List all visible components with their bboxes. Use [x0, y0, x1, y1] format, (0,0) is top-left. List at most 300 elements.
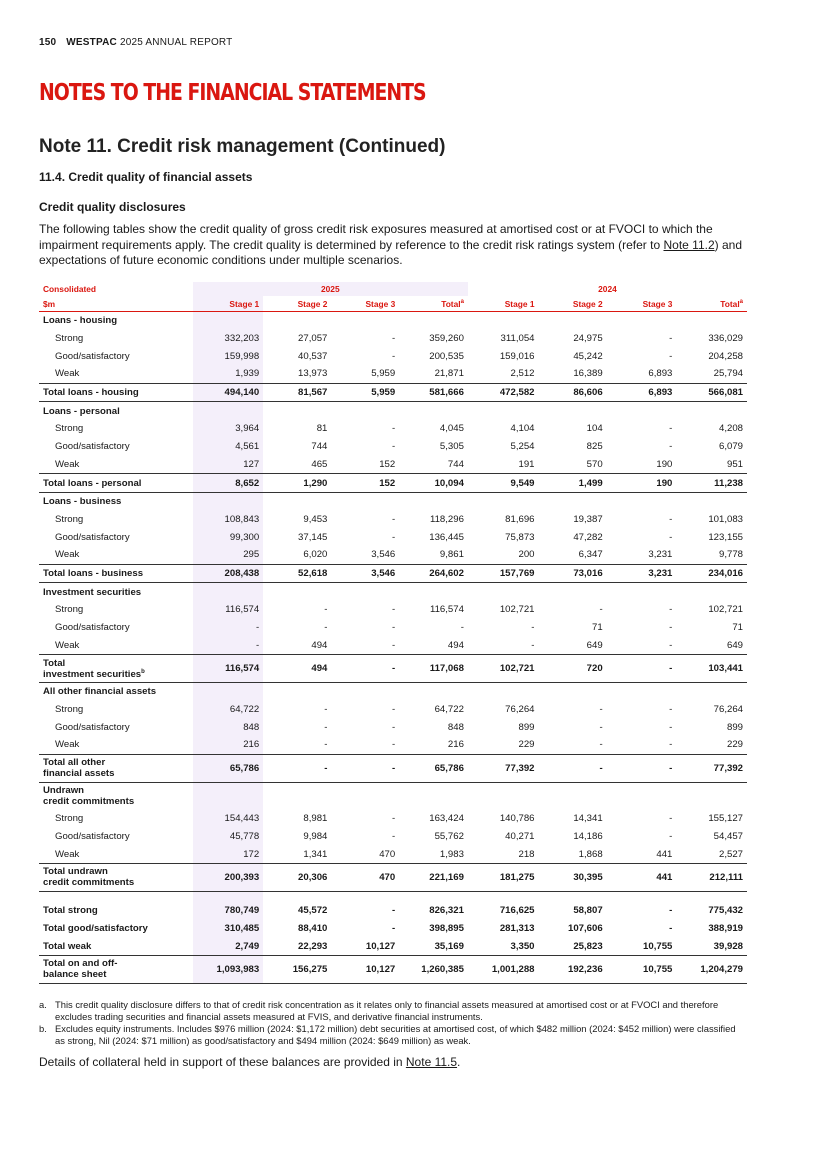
cell-value: - — [331, 754, 399, 782]
cell-value: 81,696 — [505, 513, 535, 525]
cell-value: - — [392, 423, 396, 435]
cell-value: - — [539, 754, 607, 782]
cell-value: 77,392 — [676, 754, 747, 782]
cell-value: 172 — [243, 848, 260, 860]
row-label: Weak — [55, 368, 80, 380]
cell-value: 5,959 — [331, 383, 399, 402]
table-row — [39, 420, 747, 438]
cell-value: 570 — [586, 458, 603, 470]
group-total-row — [39, 564, 747, 583]
cell-value: - — [669, 350, 673, 362]
cell-value: - — [392, 604, 396, 616]
details-paragraph: Details of collateral held in support of these balances are provided in Note 11.5. — [39, 1055, 461, 1069]
cell-value: 156,275 — [263, 955, 331, 983]
cell-value: 1,868 — [578, 848, 603, 860]
cell-value: 465 — [311, 458, 328, 470]
cell-value: 1,204,279 — [676, 955, 747, 983]
cell-value: 107,606 — [567, 922, 603, 934]
cell-value: 76,264 — [505, 704, 535, 716]
row-label: Good/satisfactory — [55, 350, 130, 362]
group-heading-row — [39, 583, 747, 601]
cell-value: 8,981 — [303, 813, 328, 825]
cell-value: 190 — [607, 474, 677, 493]
column-header: Stage 2 — [263, 296, 331, 312]
cell-value: 5,254 — [510, 441, 535, 453]
cell-value: 3,546 — [331, 564, 399, 583]
group-heading-row — [39, 492, 747, 510]
cell-value: 470 — [379, 848, 396, 860]
grand-total-label: Total strong — [43, 905, 98, 917]
cell-value: 6,347 — [578, 549, 603, 561]
cell-value: 81,567 — [263, 383, 331, 402]
total-label: Total loans - personal — [39, 474, 193, 493]
group-heading-row — [39, 683, 747, 701]
table-row — [39, 810, 747, 828]
cell-value: 159,016 — [499, 350, 535, 362]
row-label: Strong — [55, 704, 84, 716]
column-header: Stage 1 — [193, 296, 264, 312]
cell-value: 27,057 — [298, 333, 328, 345]
year-header-row — [39, 282, 747, 296]
cell-value: 581,666 — [399, 383, 468, 402]
cell-value: - — [599, 704, 603, 716]
column-header: Total$^a$ — [676, 296, 747, 312]
cell-value: 25,794 — [713, 368, 743, 380]
cell-value: - — [392, 441, 396, 453]
cell-value: - — [669, 604, 673, 616]
grand-total-row — [39, 902, 747, 920]
cell-value: 19,387 — [573, 513, 603, 525]
group-total-row — [39, 383, 747, 402]
cell-value: 152 — [379, 458, 396, 470]
column-header: Stage 1 — [468, 296, 539, 312]
cell-value: 155,127 — [708, 813, 743, 825]
cell-value: 234,016 — [676, 564, 747, 583]
cell-value: 116,574 — [193, 655, 264, 683]
cell-value: 5,959 — [371, 368, 396, 380]
cell-value: 5,305 — [439, 441, 464, 453]
table-row — [39, 528, 747, 546]
cell-value: - — [599, 739, 603, 751]
cell-value: 4,561 — [235, 441, 260, 453]
footnote — [39, 999, 747, 1022]
cell-value: 117,068 — [399, 655, 468, 683]
cell-value: 825 — [586, 441, 603, 453]
cell-value: 281,313 — [499, 922, 535, 934]
cell-value: 3,350 — [510, 940, 535, 952]
cell-value: 472,582 — [468, 383, 539, 402]
cell-value: 65,786 — [193, 754, 264, 782]
cell-value: 3,964 — [235, 423, 260, 435]
cell-value: 216 — [243, 739, 260, 751]
cell-value: 780,749 — [224, 905, 260, 917]
cell-value: - — [324, 704, 328, 716]
cell-value: 14,186 — [573, 830, 603, 842]
cell-value: 200 — [518, 549, 535, 561]
cell-value: 6,079 — [718, 441, 743, 453]
footnote-text: This credit quality disclosure differs to that of credit risk concentration as it relates only to financial assets measured at amortised cost or at FVOCI and therefore excludes trading securities and financial assets measured at FVIS, and derivative financial instruments. — [55, 999, 719, 1022]
cell-value: 775,432 — [708, 905, 743, 917]
cell-value: 45,778 — [229, 830, 260, 842]
cell-value: 152 — [331, 474, 399, 493]
cell-value: 1,093,983 — [193, 955, 264, 983]
cell-value: - — [331, 655, 399, 683]
table-row — [39, 718, 747, 736]
cell-value: 9,549 — [468, 474, 539, 493]
cell-value: - — [599, 604, 603, 616]
cell-value: 37,145 — [298, 531, 328, 543]
row-label: Weak — [55, 848, 80, 860]
cell-value: - — [392, 721, 396, 733]
cell-value: 20,306 — [263, 863, 331, 891]
cell-value: 359,260 — [429, 333, 464, 345]
cell-value: 58,807 — [573, 905, 603, 917]
grand-total-row — [39, 920, 747, 938]
row-label: Strong — [55, 423, 84, 435]
cell-value: 55,762 — [434, 830, 464, 842]
cell-value: - — [669, 739, 673, 751]
cell-value: - — [669, 622, 673, 634]
cell-value: 10,094 — [399, 474, 468, 493]
cell-value: 52,618 — [263, 564, 331, 583]
cell-value: 200,535 — [429, 350, 464, 362]
cell-value: - — [392, 622, 396, 634]
table-row — [39, 330, 747, 348]
cell-value: 899 — [726, 721, 743, 733]
cell-value: 10,755 — [643, 940, 673, 952]
cell-value: 9,861 — [439, 549, 464, 561]
cell-value: - — [256, 639, 260, 651]
cell-value: 229 — [518, 739, 535, 751]
table-row — [39, 456, 747, 474]
cell-value: 104 — [586, 423, 603, 435]
total-label: Total all other financial assets — [39, 754, 193, 782]
cell-value: 25,823 — [573, 940, 603, 952]
cell-value: 76,264 — [713, 704, 743, 716]
cell-value: 212,111 — [676, 863, 747, 891]
row-label: Strong — [55, 604, 84, 616]
cell-value: 71 — [732, 622, 743, 634]
cell-value: 140,786 — [499, 813, 535, 825]
cell-value: 163,424 — [429, 813, 464, 825]
cell-value: 75,873 — [505, 531, 535, 543]
cell-value: 102,721 — [499, 604, 535, 616]
cell-value: - — [392, 333, 396, 345]
group-heading: Undrawn credit commitments — [43, 785, 135, 808]
row-label: Weak — [55, 549, 80, 561]
group-total-row — [39, 863, 747, 891]
column-header: Stage 2 — [539, 296, 607, 312]
row-label: Weak — [55, 458, 80, 470]
cell-value: 494 — [311, 639, 328, 651]
cell-value: 229 — [726, 739, 743, 751]
cell-value: 192,236 — [539, 955, 607, 983]
cell-value: 21,871 — [434, 368, 464, 380]
cell-value: 398,895 — [429, 922, 464, 934]
footnote-marker: a. — [39, 999, 47, 1010]
cell-value: 9,453 — [303, 513, 328, 525]
footnotes — [39, 999, 747, 1047]
cell-value: 116,574 — [429, 604, 464, 616]
cell-value: 1,983 — [439, 848, 464, 860]
cell-value: 6,893 — [607, 383, 677, 402]
cell-value: 6,893 — [648, 368, 673, 380]
cell-value: - — [669, 333, 673, 345]
cell-value: 159,998 — [224, 350, 260, 362]
cell-value: 54,457 — [713, 830, 743, 842]
cell-value: 30,395 — [539, 863, 607, 891]
cell-value: 1,939 — [235, 368, 260, 380]
table-row — [39, 601, 747, 619]
table-row — [39, 701, 747, 719]
cell-value: - — [599, 721, 603, 733]
cell-value: 899 — [518, 721, 535, 733]
cell-value: 494 — [263, 655, 331, 683]
footnote-marker: a — [460, 298, 464, 305]
cell-value: 8,652 — [193, 474, 264, 493]
total-label: Total investment securities$^b$ — [39, 655, 193, 683]
cell-value: - — [531, 622, 535, 634]
note-11-5-link[interactable]: Note 11.5 — [405, 1055, 458, 1069]
total-label: Total undrawn credit commitments — [39, 863, 193, 891]
cell-value: - — [392, 905, 396, 917]
cell-value: - — [392, 813, 396, 825]
cell-value: 22,293 — [298, 940, 328, 952]
cell-value: 77,392 — [468, 754, 539, 782]
cell-value: 2,512 — [510, 368, 535, 380]
cell-value: 494 — [447, 639, 464, 651]
cell-value: 86,606 — [539, 383, 607, 402]
cell-value: 64,722 — [229, 704, 260, 716]
cell-value: 649 — [726, 639, 743, 651]
row-label: Strong — [55, 813, 84, 825]
cell-value: 470 — [331, 863, 399, 891]
cell-value: 1,260,385 — [399, 955, 468, 983]
entity-label: Consolidated — [43, 284, 97, 294]
cell-value: 102,721 — [468, 655, 539, 683]
cell-value: 311,054 — [500, 333, 535, 345]
footnote-text: Excludes equity instruments. Includes $976 million (2024: $1,172 million) debt securities at amortised cost, of which $482 million (2024: $452 million) were classified as strong, Nil (2024: $71 million) as good/satisfactory and $494 million (2024: $649 million) as weak. — [55, 1023, 736, 1046]
cell-value: - — [460, 622, 464, 634]
cell-value: - — [669, 922, 673, 934]
table-row — [39, 365, 747, 383]
page-number: 150 — [39, 37, 57, 48]
cell-value: 332,203 — [224, 333, 260, 345]
cell-value: 45,572 — [298, 905, 328, 917]
cell-value: - — [669, 531, 673, 543]
brand-name: WESTPAC — [66, 37, 117, 48]
year-current: 2025 — [320, 284, 340, 294]
cell-value: 136,445 — [429, 531, 464, 543]
cell-value: 744 — [311, 441, 328, 453]
table-row — [39, 828, 747, 846]
cell-value: 11,238 — [676, 474, 747, 493]
cell-value: 441 — [656, 848, 673, 860]
cell-value: 10,755 — [607, 955, 677, 983]
grand-total-label: Total good/satisfactory — [43, 922, 148, 934]
cell-value: 4,045 — [439, 423, 464, 435]
total-label: Total loans - business — [39, 564, 193, 583]
table-row — [39, 546, 747, 564]
column-header: Total$^a$ — [399, 296, 468, 312]
table-row — [39, 636, 747, 654]
group-total-row — [39, 754, 747, 782]
note-title: Note 11. Credit risk management (Continued) — [39, 136, 446, 157]
footnote-marker: b. — [39, 1023, 47, 1034]
cell-value: 951 — [726, 458, 743, 470]
cell-value: 494,140 — [193, 383, 264, 402]
cell-value: - — [324, 721, 328, 733]
group-heading: Loans - personal — [43, 405, 120, 417]
cell-value: - — [669, 639, 673, 651]
cell-value: 39,928 — [713, 940, 743, 952]
cell-value: 45,242 — [573, 350, 603, 362]
cell-value: - — [669, 721, 673, 733]
cell-value: - — [669, 830, 673, 842]
cell-value: 848 — [243, 721, 260, 733]
table-row — [39, 619, 747, 637]
cell-value: 310,485 — [224, 922, 260, 934]
cell-value: 848 — [447, 721, 464, 733]
cell-value: 826,321 — [429, 905, 464, 917]
cell-value: 744 — [447, 458, 464, 470]
cell-value: 81 — [316, 423, 328, 435]
cell-value: 2,527 — [718, 848, 743, 860]
cell-value: 388,919 — [708, 922, 743, 934]
cell-value: - — [392, 704, 396, 716]
final-total-row — [39, 955, 747, 983]
cell-value: - — [263, 754, 331, 782]
cell-value: - — [607, 655, 677, 683]
subheading: 11.4. Credit quality of financial assets — [39, 170, 253, 184]
cell-value: - — [324, 739, 328, 751]
grand-total-row — [39, 937, 747, 955]
footnote — [39, 1023, 747, 1046]
group-heading: Loans - housing — [43, 315, 118, 327]
cell-value: 64,722 — [434, 704, 464, 716]
cell-value: 99,300 — [229, 531, 260, 543]
cell-value: 295 — [243, 549, 260, 561]
cell-value: 336,029 — [708, 333, 743, 345]
cell-value: 157,769 — [468, 564, 539, 583]
cell-value: 116,574 — [225, 604, 260, 616]
row-label: Strong — [55, 513, 84, 525]
cell-value: 16,389 — [573, 368, 603, 380]
row-label: Good/satisfactory — [55, 721, 130, 733]
cell-value: - — [392, 639, 396, 651]
row-label: Good/satisfactory — [55, 830, 130, 842]
cell-value: 716,625 — [499, 905, 535, 917]
table-row — [39, 736, 747, 754]
row-label: Weak — [55, 739, 80, 751]
cell-value: - — [256, 622, 260, 634]
cell-value: 88,410 — [298, 922, 328, 934]
cell-value: - — [531, 639, 535, 651]
cell-value: 118,296 — [429, 513, 464, 525]
cell-value: - — [607, 754, 677, 782]
section-title: NOTES TO THE FINANCIAL STATEMENTS — [39, 80, 426, 106]
table-row — [39, 347, 747, 365]
total-label: Total loans - housing — [39, 383, 193, 402]
cell-value: 208,438 — [193, 564, 264, 583]
column-header: Stage 3 — [331, 296, 399, 312]
cell-value: 191 — [518, 458, 535, 470]
cell-value: - — [669, 513, 673, 525]
group-total-row — [39, 655, 747, 683]
group-heading: Investment securities — [43, 586, 142, 598]
cell-value: 3,231 — [607, 564, 677, 583]
cell-value: 10,127 — [365, 940, 396, 952]
cell-value: 4,208 — [718, 423, 743, 435]
cell-value: 13,973 — [298, 368, 328, 380]
row-label: Good/satisfactory — [55, 441, 130, 453]
cell-value: 3,546 — [371, 549, 396, 561]
cell-value: 127 — [243, 458, 260, 470]
cell-value: 2,749 — [235, 940, 260, 952]
cell-value: 40,271 — [505, 830, 535, 842]
cell-value: 1,001,288 — [468, 955, 539, 983]
cell-value: 4,104 — [510, 423, 535, 435]
page-header — [39, 37, 232, 48]
cell-value: 73,016 — [539, 564, 607, 583]
cell-value: 264,602 — [399, 564, 468, 583]
group-heading-row — [39, 312, 747, 330]
cell-value: 1,341 — [303, 848, 328, 860]
cell-value: 6,020 — [303, 549, 328, 561]
grand-total-label: Total weak — [43, 940, 92, 952]
table-row — [39, 845, 747, 863]
cell-value: 47,282 — [573, 531, 603, 543]
cell-value: 720 — [539, 655, 607, 683]
footnote-marker: b — [141, 668, 145, 675]
group-heading: All other financial assets — [43, 686, 157, 698]
cell-value: 35,169 — [434, 940, 464, 952]
group-heading: Loans - business — [43, 496, 122, 508]
cell-value: - — [392, 830, 396, 842]
cell-value: - — [669, 813, 673, 825]
cell-value: - — [669, 441, 673, 453]
cell-value: 9,778 — [718, 549, 743, 561]
intro-paragraph: The following tables show the credit quality of gross credit risk exposures measured at amortised cost or at FVOCI to which the impairment requirements apply. The credit quality is determined by reference to the credit risk ratings system (refer to Note 11.2) and expectations of future economic conditions under multiple scenarios. — [39, 222, 742, 267]
cell-value: 221,169 — [399, 863, 468, 891]
cell-value: 649 — [586, 639, 603, 651]
cell-value: - — [324, 622, 328, 634]
cell-value: 441 — [607, 863, 677, 891]
cell-value: 200,393 — [193, 863, 264, 891]
cell-value: 154,443 — [224, 813, 260, 825]
cell-value: - — [392, 513, 396, 525]
cell-value: 10,127 — [331, 955, 399, 983]
cell-value: 101,083 — [708, 513, 743, 525]
cell-value: - — [669, 423, 673, 435]
cell-value: 190 — [656, 458, 673, 470]
cell-value: - — [392, 739, 396, 751]
credit-quality-table — [39, 282, 747, 984]
column-header: Stage 3 — [607, 296, 677, 312]
cell-value: 3,231 — [648, 549, 673, 561]
final-total-label: Total on and off- balance sheet — [39, 955, 193, 983]
cell-value: 103,441 — [676, 655, 747, 683]
cell-value: 566,081 — [676, 383, 747, 402]
cell-value: - — [669, 905, 673, 917]
note-11-2-link[interactable]: Note 11.2 — [663, 237, 715, 252]
column-header-row — [39, 296, 747, 312]
subheading-credit-quality: Credit quality disclosures — [39, 200, 186, 214]
cell-value: 123,155 — [708, 531, 743, 543]
row-label: Good/satisfactory — [55, 622, 130, 634]
cell-value: - — [324, 604, 328, 616]
cell-value: 1,499 — [539, 474, 607, 493]
